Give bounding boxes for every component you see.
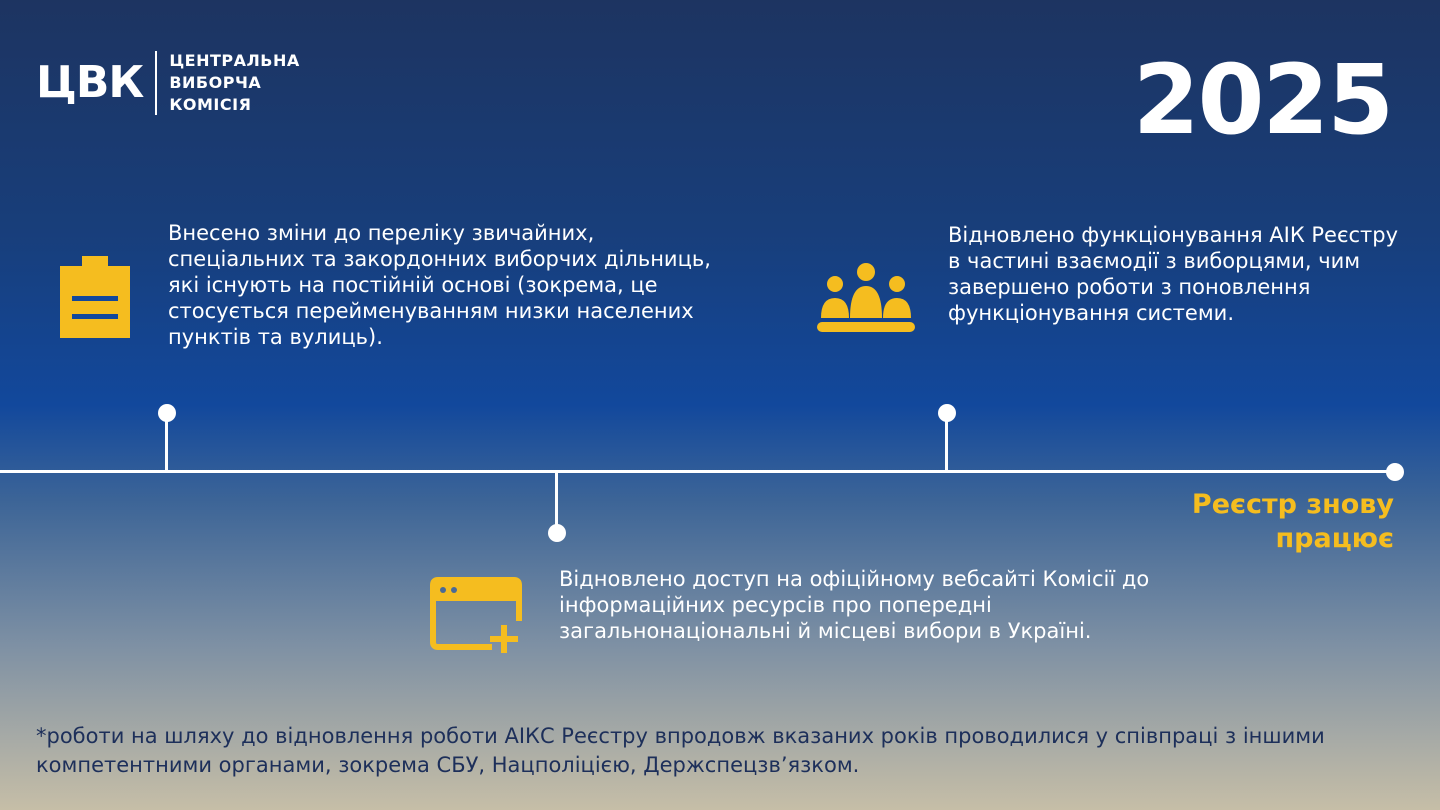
clipboard-icon — [60, 256, 130, 338]
timeline-end-dot — [1386, 463, 1404, 481]
logo-mark: ЦВК — [36, 57, 144, 108]
year-title: 2025 — [1132, 44, 1392, 156]
cvk-logo — [36, 50, 300, 116]
logo-line-3: КОМІСІЯ — [169, 95, 252, 114]
timeline-dot-1 — [158, 404, 176, 422]
end-label-line-2: працює — [1275, 523, 1394, 554]
timeline-dot-2 — [938, 404, 956, 422]
event-text-1: Внесено зміни до переліку звичайних, спеціальних та закордонних виборчих дільниць, які існують на постійній основі (зокрема, це стосується перейменуванням низки населених пунктів та вулиць). — [168, 221, 711, 349]
event-text-2: Відновлено функціонування АІК Реєстру в частині взаємодії з виборцями, чим завершено роботи з поновлення функціонування системи. — [948, 223, 1399, 325]
logo-line-2: ВИБОРЧА — [169, 73, 262, 92]
timeline-line — [0, 470, 1396, 473]
people-group-icon — [815, 262, 917, 334]
timeline-dot-3 — [548, 524, 566, 542]
footnote: *роботи на шляху до відновлення роботи АІКС Реєстру впродовж вказаних років проводилися у співпраці з іншими компетентними органами, зокрема СБУ, Нацполіцією, Держспецзв’язком. — [36, 724, 1325, 777]
timeline-stem-3 — [555, 471, 558, 531]
end-label-line-1: Реєстр знову — [1191, 489, 1394, 520]
browser-window-add-icon — [430, 577, 526, 657]
logo-text — [169, 50, 299, 116]
logo-divider — [155, 51, 157, 115]
registry-works-label — [1192, 488, 1394, 556]
logo-line-1: ЦЕНТРАЛЬНА — [169, 51, 300, 70]
event-text-3: Відновлено доступ на офіційному вебсайті Комісії до інформаційних ресурсів про попередні загальнонаціональні й місцеві вибори в Україні. — [559, 567, 1150, 643]
